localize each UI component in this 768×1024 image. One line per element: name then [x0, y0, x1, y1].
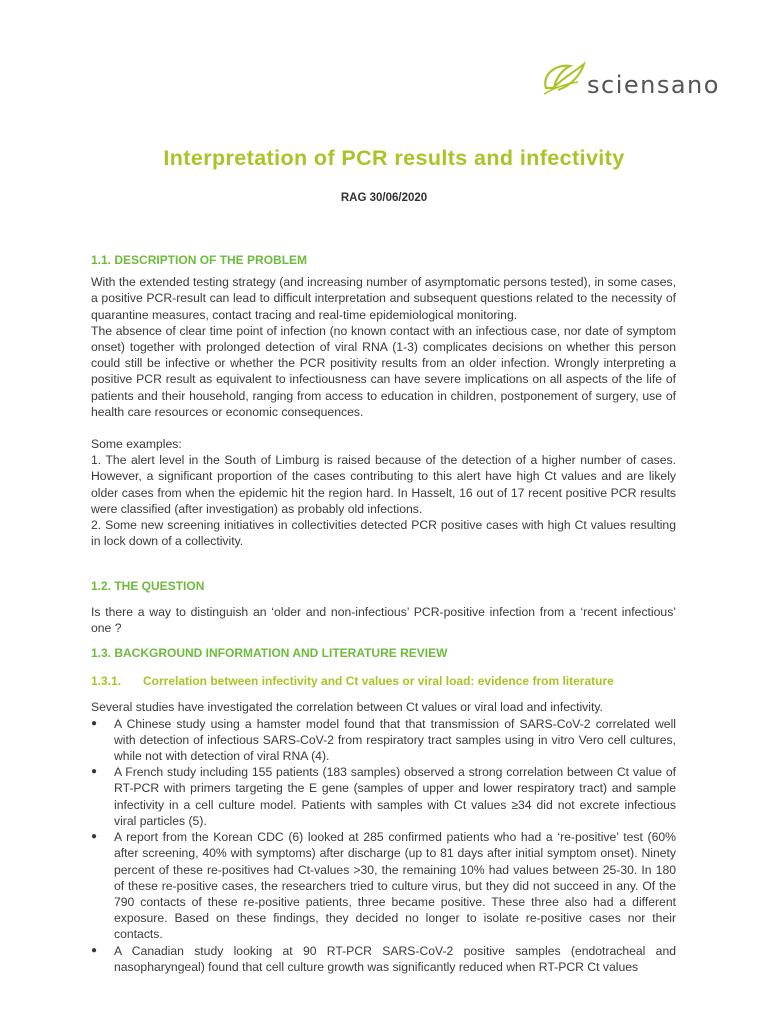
document-body — [91, 252, 676, 975]
bullet-icon: ● — [91, 944, 98, 956]
subsection-title: Correlation between infectivity and Ct values or viral load: evidence from literature — [143, 674, 614, 689]
bullet-icon: ● — [91, 831, 98, 843]
paragraph: Several studies have investigated the correlation between Ct values or viral load and infectivity. — [91, 700, 603, 715]
document-reference: RAG 30/06/2020 — [340, 192, 428, 204]
section-heading-question: 1.2. THE QUESTION — [91, 579, 205, 594]
list-item: ● A French study including 155 patients (183 samples) observed a strong correlation between Ct value of RT-PCR with primers targeting the E gene (samples of upper and lower respiratory tract) and sample infectivity in a cell culture model. Patients with samples with Ct values ≥34 did not excrete infectious viral particles (5). — [91, 765, 676, 828]
subsection-heading — [91, 673, 676, 689]
section-heading-background: 1.3. BACKGROUND INFORMATION AND LITERATURE REVIEW — [91, 646, 448, 661]
paragraph: The absence of clear time point of infection (no known contact with an infectious case, nor date of symptom onset) together with prolonged detection of viral RNA (1-3) complicates decisions on whether this person could still be infective or whether the PCR positivity results from an older infection. Wrongly interpreting a positive PCR result as equivalent to infectiousness can have severe implications on all aspects of the life of patients and their household, ranging from access to education in children, postponement of surgery, use of health care resources or economic consequences. — [91, 323, 676, 419]
section-heading-description: 1.1. DESCRIPTION OF THE PROBLEM — [91, 253, 308, 267]
sciensano-leaf-icon — [540, 58, 588, 98]
example-item: 1. The alert level in the South of Limburg is raised because of the detection of a higher number of cases. However, a significant proportion of the cases contributing to this alert have high Ct values and are likely older cases from when the epidemic hit the region hard. In Hasselt, 16 out of 17 recent positive PCR results were classified (after investigation) as probably old infections. — [91, 453, 676, 516]
logo-text: sciensano — [587, 71, 720, 99]
list-item: ● A report from the Korean CDC (6) looked at 285 confirmed patients who had a ‘re-positive’ test (60% after screening, 40% with symptoms) after discharge (up to 81 days after initial symptom onset). Ninety percent of these re-positives had Ct-values >30, the remaining 10% had values between 25-30. In 180 of these re-positive cases, the researchers tried to culture virus, but they did not succeed in any. Of the 790 contacts of these re-positive patients, three became positive. These three also had a different exposure. Based on these findings, they decided no longer to isolate re-positive cases nor their contacts. — [91, 830, 676, 942]
sciensano-logo — [540, 58, 720, 106]
page-title: Interpretation of PCR results and infectivity — [163, 146, 625, 170]
list-item: ● A Chinese study using a hamster model found that that transmission of SARS-CoV-2 correlated well with detection of infectious SARS-CoV-2 from respiratory tract samples using in vitro Vero cell cultures, while not with detection of viral RNA (4). — [91, 716, 676, 764]
list-item: ● A Canadian study looking at 90 RT-PCR SARS-CoV-2 positive samples (endotracheal and nasopharyngeal) found that cell culture growth was significantly reduced when RT-PCR Ct values — [91, 943, 676, 974]
bullet-icon: ● — [91, 717, 98, 729]
bullet-icon: ● — [91, 766, 98, 778]
paragraph: Some examples: — [91, 437, 182, 452]
paragraph: Is there a way to distinguish an ‘older and non-infectious’ PCR-positive infection from a ‘recent infectious’ one ? — [91, 604, 676, 635]
paragraph: With the extended testing strategy (and increasing number of asymptomatic persons tested), in some cases, a positive PCR-result can lead to difficult interpretation and subsequent questions related to the necessity of quarantine measures, contact tracing and real-time epidemiological monitoring. — [91, 275, 676, 322]
subsection-number: 1.3.1. — [91, 674, 122, 689]
example-item: 2. Some new screening initiatives in collectivities detected PCR positive cases with high Ct values resulting in lock down of a collectivity. — [91, 518, 676, 549]
study-list — [91, 716, 676, 975]
